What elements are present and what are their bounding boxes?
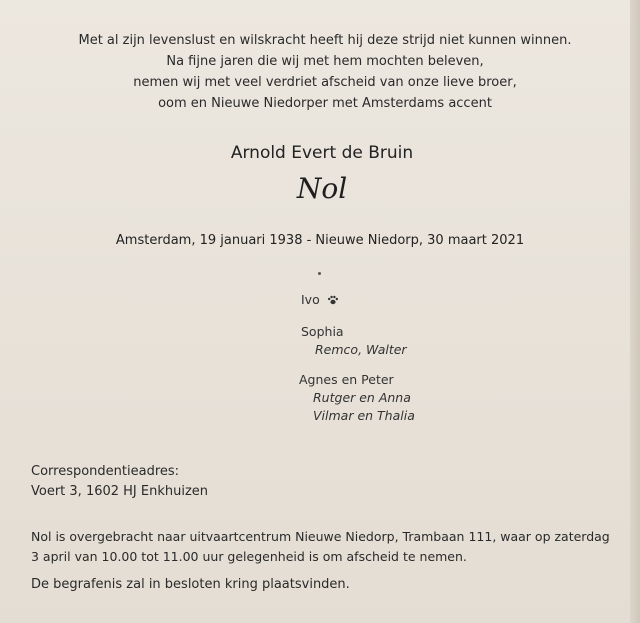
- intro-line-2: Na fijne jaren die wij met hem mochten beleven,: [166, 54, 484, 69]
- family-name-ivo: Ivo: [301, 292, 320, 307]
- intro-line-3: nemen wij met veel verdriet afscheid van onze lieve broer,: [133, 75, 517, 90]
- intro-text: [0, 30, 640, 114]
- viewing-notice: [31, 527, 610, 567]
- family-name-agnes: Agnes en Peter: [299, 372, 394, 387]
- birth-death-dates: Amsterdam, 19 januari 1938 - Nieuwe Niedorp, 30 maart 2021: [115, 233, 525, 248]
- intro-line-4: oom en Nieuwe Niedorper met Amsterdams accent: [158, 96, 492, 111]
- viewing-notice-line-2: 3 april van 10.00 tot 11.00 uur gelegenheid is om afscheid te nemen.: [31, 549, 467, 564]
- separator-dot: [318, 272, 321, 275]
- viewing-notice-line-1: Nol is overgebracht naar uitvaartcentrum Nieuwe Niedorp, Trambaan 111, waar op zaterdag: [31, 529, 610, 544]
- family-children-agnes-1: Rutger en Anna: [313, 390, 411, 405]
- correspondence-block: [31, 462, 208, 502]
- family-name-sophia: Sophia: [301, 324, 344, 339]
- funeral-notice: De begrafenis zal in besloten kring plaatsvinden.: [31, 577, 350, 592]
- family-agnes: [299, 371, 415, 425]
- deceased-name: Arnold Evert de Bruin: [230, 143, 414, 163]
- intro-line-1: Met al zijn levenslust en wilskracht heeft hij deze strijd niet kunnen winnen.: [78, 33, 572, 48]
- family-ivo: [301, 291, 339, 309]
- correspondence-label: Correspondentieadres:: [31, 464, 180, 479]
- nickname-signature: Nol: [296, 172, 348, 205]
- family-children-sophia: Remco, Walter: [315, 342, 407, 357]
- family-sophia: [301, 323, 407, 359]
- family-children-agnes-2: Vilmar en Thalia: [313, 408, 415, 423]
- paw-print-icon: [327, 295, 339, 305]
- correspondence-address: Voert 3, 1602 HJ Enkhuizen: [31, 484, 209, 499]
